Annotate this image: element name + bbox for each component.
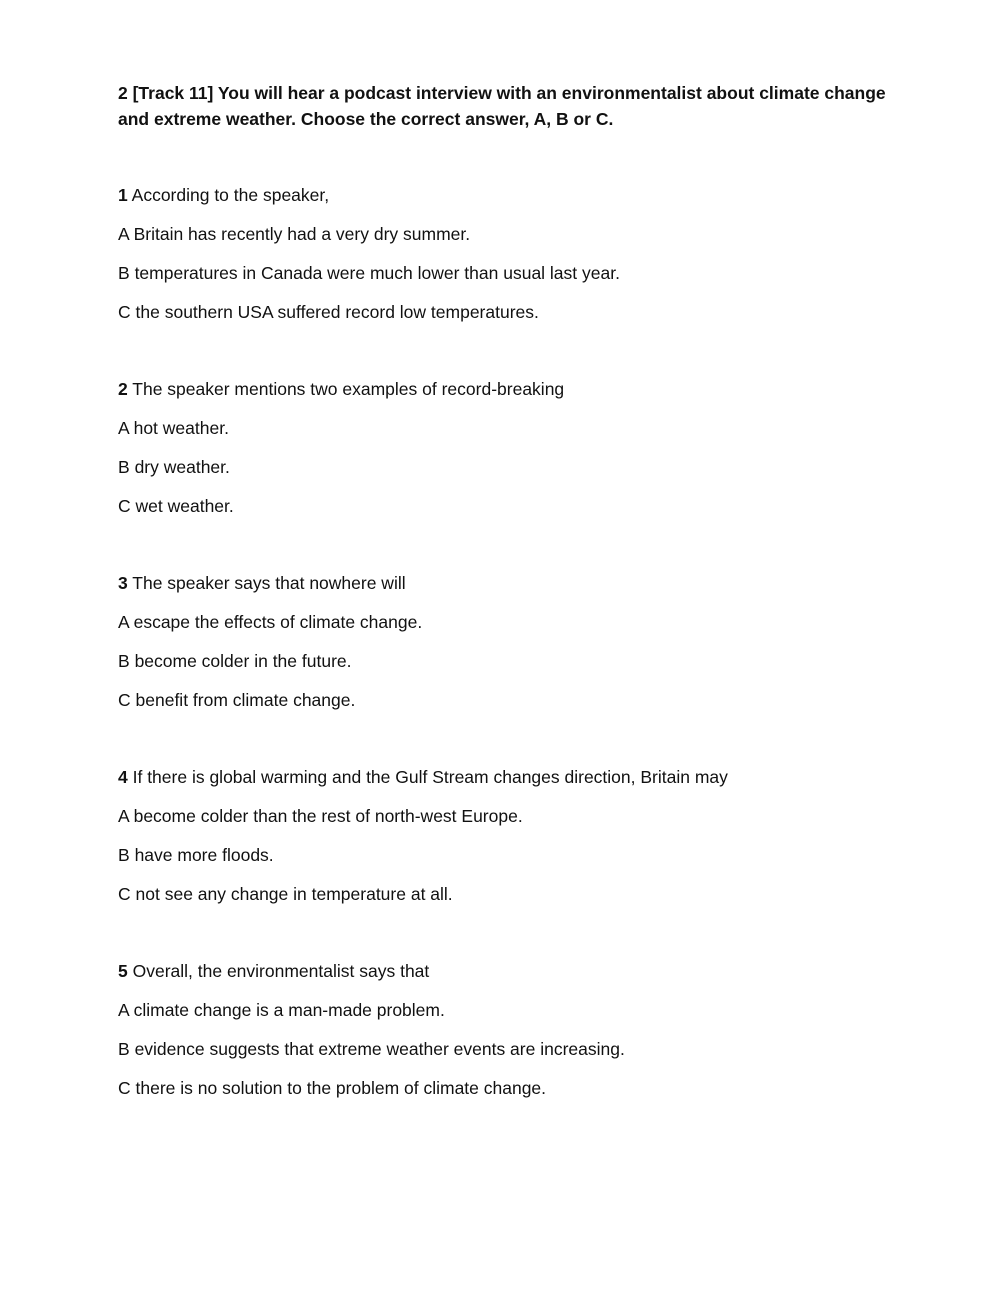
question-stem [118,376,898,415]
answer-option-b[interactable] [118,648,898,687]
option-text: have more floods. [134,845,274,865]
question-number: 1 [118,185,128,205]
option-letter: A [118,1000,129,1020]
option-text: become colder than the rest of north-west Europe. [133,806,523,826]
answer-option-c[interactable] [118,1075,898,1114]
option-letter: B [118,651,130,671]
question-number: 4 [118,767,128,787]
option-text: not see any change in temperature at all. [135,884,453,904]
answer-option-b[interactable] [118,260,898,299]
option-letter: A [118,224,129,244]
question-stem [118,958,898,997]
question-stem [118,182,898,221]
question-4 [118,764,898,920]
question-stem-text: According to the speaker, [131,185,330,205]
option-letter: B [118,845,130,865]
answer-option-b[interactable] [118,842,898,881]
question-number: 2 [118,379,128,399]
option-letter: C [118,496,131,516]
option-text: dry weather. [134,457,230,477]
option-text: escape the effects of climate change. [133,612,423,632]
question-stem [118,764,898,803]
option-text: climate change is a man-made problem. [133,1000,445,1020]
question-1 [118,182,898,338]
answer-option-a[interactable] [118,997,898,1036]
question-3 [118,570,898,726]
option-text: hot weather. [133,418,229,438]
question-2 [118,376,898,532]
answer-option-a[interactable] [118,415,898,454]
option-letter: B [118,263,130,283]
question-stem-text: The speaker mentions two examples of record-breaking [132,379,565,399]
option-text: become colder in the future. [134,651,352,671]
option-text: evidence suggests that extreme weather events are increasing. [134,1039,625,1059]
option-text: wet weather. [135,496,234,516]
option-text: temperatures in Canada were much lower than usual last year. [134,263,620,283]
option-letter: B [118,457,130,477]
option-text: the southern USA suffered record low temperatures. [135,302,539,322]
question-number: 3 [118,573,128,593]
option-letter: B [118,1039,130,1059]
option-letter: C [118,884,131,904]
option-letter: A [118,612,129,632]
question-stem-text: The speaker says that nowhere will [132,573,406,593]
question-stem-text: Overall, the environmentalist says that [132,961,430,981]
instruction-heading: 2 [Track 11] You will hear a podcast interview with an environmentalist about climate change and extreme weather. Choose the correct answer, A, B or C. [118,83,886,129]
answer-option-b[interactable] [118,454,898,493]
option-text: Britain has recently had a very dry summer. [133,224,471,244]
question-5 [118,958,898,1114]
answer-option-c[interactable] [118,687,898,726]
question-number: 5 [118,961,128,981]
option-letter: A [118,806,129,826]
question-stem-text: If there is global warming and the Gulf Stream changes direction, Britain may [132,767,728,787]
answer-option-c[interactable] [118,493,898,532]
option-letter: A [118,418,129,438]
option-letter: C [118,302,131,322]
answer-option-c[interactable] [118,299,898,338]
answer-option-c[interactable] [118,881,898,920]
option-text: there is no solution to the problem of climate change. [135,1078,547,1098]
answer-option-a[interactable] [118,803,898,842]
option-text: benefit from climate change. [135,690,356,710]
answer-option-b[interactable] [118,1036,898,1075]
answer-option-a[interactable] [118,609,898,648]
option-letter: C [118,1078,131,1098]
option-letter: C [118,690,131,710]
answer-option-a[interactable] [118,221,898,260]
question-stem [118,570,898,609]
